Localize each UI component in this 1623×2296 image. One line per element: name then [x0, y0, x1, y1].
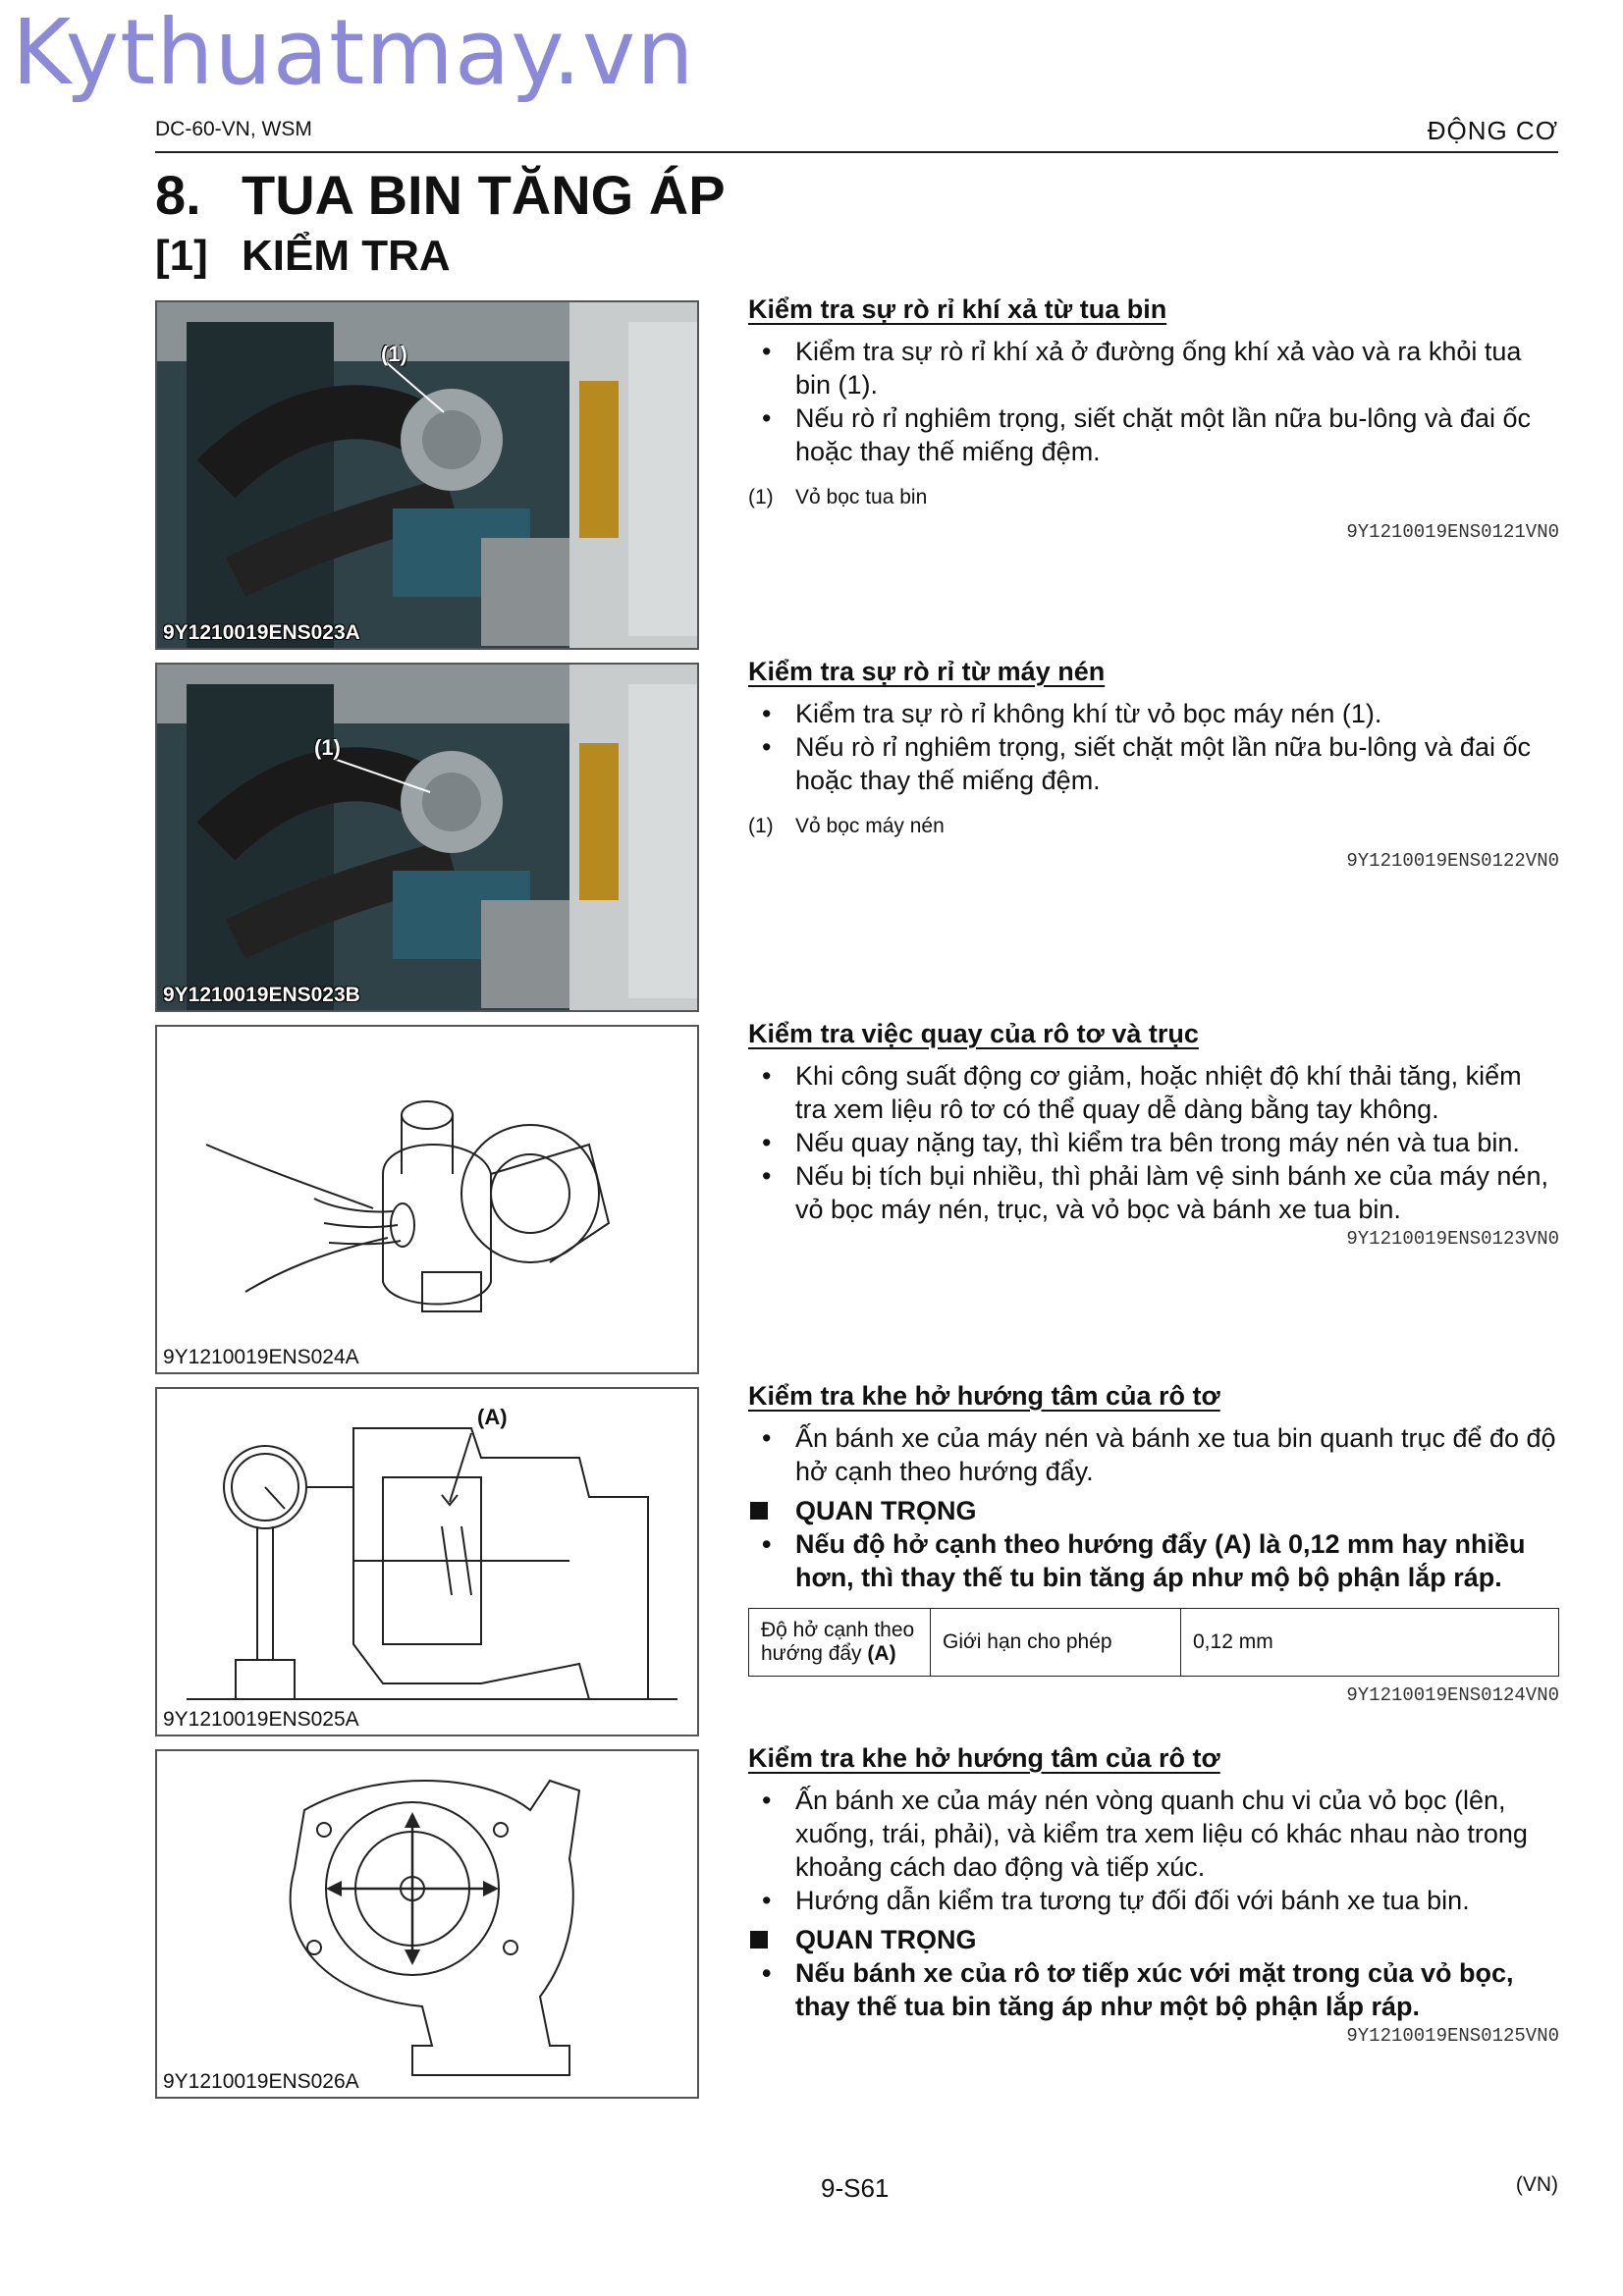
- important-list: [748, 1527, 1559, 1594]
- figure-caption: 9Y1210019ENS026A: [163, 2070, 359, 2093]
- rotor-turning-drawing: [157, 1027, 699, 1374]
- doc-code: DC-60-VN, WSM: [155, 118, 312, 140]
- spec-item-cell: [749, 1609, 931, 1677]
- section-title: Kiểm tra việc quay của rô tơ và trục: [748, 1019, 1199, 1048]
- figure-dial-gauge: [155, 1387, 699, 1736]
- note-number: (1): [748, 486, 774, 508]
- figure-caption: 9Y1210019ENS023A: [163, 621, 360, 644]
- subsection-number: [1]: [155, 232, 208, 280]
- important-label: QUAN TRỌNG: [795, 1925, 977, 1954]
- note: [748, 815, 1559, 838]
- important-heading: [748, 1923, 1559, 1956]
- table-row: [749, 1609, 1559, 1677]
- section-title: Kiểm tra sự rò rỉ từ máy nén: [748, 657, 1106, 686]
- note-text: Vỏ bọc máy nén: [795, 815, 945, 837]
- turbine-photo-illustration: [157, 302, 699, 650]
- spec-table: [748, 1608, 1559, 1677]
- chapter-number: 8.: [155, 164, 201, 226]
- section-title: Kiểm tra khe hở hướng tâm của rô tơ: [748, 1381, 1220, 1411]
- section-title: Kiểm tra khe hở hướng tâm của rô tơ: [748, 1743, 1220, 1773]
- callout-a: (A): [477, 1405, 508, 1429]
- bullet-item: • Nếu quay nặng tay, thì kiểm tra bên trong máy nén và tua bin.: [748, 1126, 1559, 1159]
- section-rotor-rotation: [748, 1019, 1559, 1250]
- section-turbine-leak: [748, 294, 1559, 543]
- important-item: • Nếu bánh xe của rô tơ tiếp xúc với mặt trong của vỏ bọc, thay thế tua bin tăng áp như một bộ phận lắp ráp.: [748, 1956, 1559, 2023]
- bullet-list: [748, 335, 1559, 468]
- reference-code: 9Y1210019ENS0123VN0: [1346, 1228, 1559, 1250]
- section-radial-clearance: [748, 1743, 1559, 2047]
- square-bullet-icon: [750, 1931, 768, 1949]
- section-compressor-leak: [748, 657, 1559, 872]
- bullet-item: • Kiểm tra sự rò rỉ không khí từ vỏ bọc máy nén (1).: [748, 697, 1559, 730]
- bullet-list: [748, 697, 1559, 797]
- figure-caption: 9Y1210019ENS023B: [163, 984, 360, 1006]
- header-rule: [155, 151, 1558, 153]
- bullet-item: • Ấn bánh xe của máy nén vòng quanh chu vi của vỏ bọc (lên, xuống, trái, phải), và kiểm tra xem liệu có khác nhau nào trong khoảng cách dao động và tiếp xúc.: [748, 1784, 1559, 1884]
- dial-gauge-drawing: [157, 1389, 699, 1736]
- watermark: Kythuatmay.vn: [12, 0, 695, 105]
- important-item: • Nếu độ hở cạnh theo hướng đẩy (A) là 0,12 mm hay nhiều hơn, thì thay thế tu bin tăng áp như mộ bộ phận lắp ráp.: [748, 1527, 1559, 1594]
- section-title: Kiểm tra sự rò rỉ khí xả từ tua bin: [748, 294, 1167, 324]
- figure-compressor-photo: [155, 663, 699, 1012]
- bullet-item: • Hướng dẫn kiểm tra tương tự đối đối với bánh xe tua bin.: [748, 1884, 1559, 1917]
- important-heading: [748, 1494, 1559, 1527]
- square-bullet-icon: [750, 1502, 768, 1520]
- bullet-list: [748, 1421, 1559, 1488]
- radial-check-drawing: [157, 1751, 699, 2099]
- bullet-list: [748, 1059, 1559, 1226]
- figure-radial-check: [155, 1749, 699, 2099]
- spec-item: Độ hở cạnh theo hướng đẩy: [761, 1619, 915, 1665]
- important-list: [748, 1956, 1559, 2023]
- figure-caption: 9Y1210019ENS025A: [163, 1708, 359, 1731]
- section-name: ĐỘNG CƠ: [1427, 116, 1558, 145]
- figure-rotor-turning: [155, 1025, 699, 1374]
- spec-type-cell: Giới hạn cho phép: [931, 1609, 1181, 1677]
- bullet-item: • Nếu rò rỉ nghiêm trọng, siết chặt một lần nữa bu-lông và đai ốc hoặc thay thế miếng đệm.: [748, 730, 1559, 797]
- reference-code: 9Y1210019ENS0121VN0: [1346, 521, 1559, 543]
- chapter-title: [155, 163, 726, 227]
- page-number: 9-S61: [821, 2173, 890, 2203]
- spec-item-ref: (A): [867, 1642, 896, 1665]
- note-text: Vỏ bọc tua bin: [795, 486, 928, 508]
- chapter-title-text: TUA BIN TĂNG ÁP: [242, 164, 726, 226]
- spec-value-cell: 0,12 mm: [1181, 1609, 1559, 1677]
- language-tag: (VN): [1515, 2173, 1558, 2196]
- figure-turbine-photo: [155, 300, 699, 650]
- reference-code: 9Y1210019ENS0122VN0: [1346, 850, 1559, 872]
- bullet-item: • Ấn bánh xe của máy nén và bánh xe tua bin quanh trục để đo độ hở cạnh theo hướng đẩy.: [748, 1421, 1559, 1488]
- note-number: (1): [748, 815, 774, 837]
- callout-1: (1): [314, 735, 341, 760]
- bullet-item: • Nếu bị tích bụi nhiều, thì phải làm vệ sinh bánh xe của máy nén, vỏ bọc máy nén, trục, và vỏ bọc và bánh xe tua bin.: [748, 1159, 1559, 1226]
- bullet-item: • Nếu rò rỉ nghiêm trọng, siết chặt một lần nữa bu-lông và đai ốc hoặc thay thế miếng đệm.: [748, 401, 1559, 468]
- reference-code: 9Y1210019ENS0125VN0: [1346, 2025, 1559, 2047]
- bullet-item: • Kiểm tra sự rò rỉ khí xả ở đường ống khí xả vào và ra khỏi tua bin (1).: [748, 335, 1559, 401]
- section-thrust-clearance: [748, 1381, 1559, 1706]
- reference-code: 9Y1210019ENS0124VN0: [1346, 1684, 1559, 1706]
- important-label: QUAN TRỌNG: [795, 1496, 977, 1525]
- bullet-list: [748, 1784, 1559, 1917]
- compressor-photo-illustration: [157, 665, 699, 1012]
- subsection-title-text: KIỂM TRA: [242, 232, 451, 280]
- bullet-item: • Khi công suất động cơ giảm, hoặc nhiệt độ khí thải tăng, kiểm tra xem liệu rô tơ có thể quay dễ dàng bằng tay không.: [748, 1059, 1559, 1126]
- callout-1: (1): [381, 342, 407, 366]
- note: [748, 486, 1559, 509]
- subsection-title: [155, 232, 451, 281]
- figure-caption: 9Y1210019ENS024A: [163, 1346, 359, 1368]
